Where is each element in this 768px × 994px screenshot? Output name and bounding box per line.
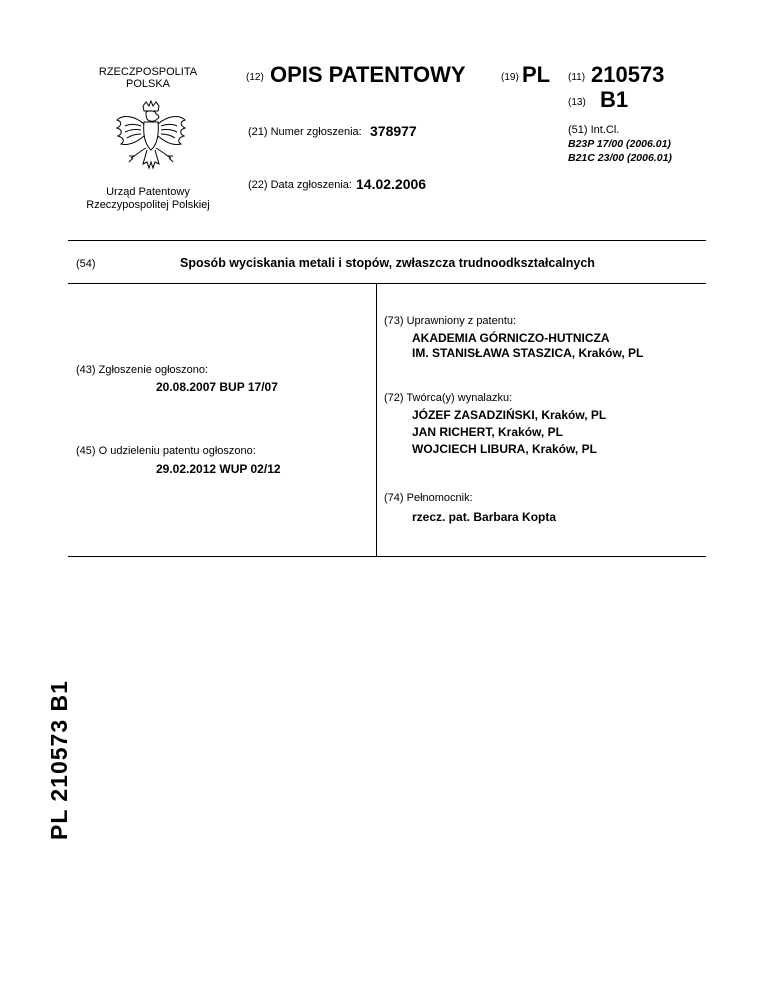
- code-54: (54): [76, 258, 96, 270]
- country-name-line2: POLSKA: [125, 78, 171, 90]
- country-code: PL: [522, 62, 551, 87]
- ipc-class-2: B21C 23/00 (2006.01): [568, 152, 672, 164]
- code-43-label: (43) Zgłoszenie ogłoszono:: [76, 364, 209, 376]
- code-51-label: (51) Int.Cl.: [568, 124, 620, 136]
- column-divider: [376, 283, 377, 556]
- code-21-label: (21) Numer zgłoszenia:: [248, 126, 362, 138]
- code-19: (19): [501, 72, 519, 83]
- divider-bottom: [68, 556, 706, 557]
- polish-eagle-emblem-icon: [113, 100, 189, 182]
- code-13: (13): [568, 97, 586, 108]
- code-45-label: (45) O udzieleniu patentu ogłoszono:: [76, 445, 256, 457]
- document-type: OPIS PATENTOWY: [270, 62, 466, 87]
- divider-title: [68, 283, 706, 284]
- code-12: (12): [246, 72, 264, 83]
- country-name-line1: RZECZPOSPOLITA: [98, 66, 198, 78]
- patent-owner-line2: IM. STANISŁAWA STASZICA, Kraków, PL: [412, 346, 644, 360]
- inventor: JÓZEF ZASADZIŃSKI, Kraków, PL: [412, 408, 607, 422]
- attorney-name: rzecz. pat. Barbara Kopta: [412, 510, 557, 524]
- code-11: (11): [568, 72, 586, 83]
- patent-owner-line1: AKADEMIA GÓRNICZO-HUTNICZA: [412, 331, 610, 345]
- side-patent-label: PL 210573 B1: [46, 680, 72, 840]
- office-name-line2: Rzeczypospolitej Polskiej: [86, 199, 210, 211]
- code-73-label: (73) Uprawniony z patentu:: [384, 315, 517, 327]
- application-number: 378977: [370, 123, 417, 139]
- patent-title: Sposób wyciskania metali i stopów, zwłaszcza trudnoodkształcalnych: [180, 256, 595, 270]
- patent-number: 210573: [591, 62, 665, 87]
- code-74-label: (74) Pełnomocnik:: [384, 492, 473, 504]
- inventor: WOJCIECH LIBURA, Kraków, PL: [412, 442, 597, 456]
- office-name-line1: Urząd Patentowy: [106, 186, 190, 198]
- code-22-label: (22) Data zgłoszenia:: [248, 179, 352, 191]
- divider-top: [68, 240, 706, 241]
- kind-code: B1: [600, 87, 629, 112]
- inventor: JAN RICHERT, Kraków, PL: [412, 425, 563, 439]
- ipc-class-1: B23P 17/00 (2006.01): [568, 138, 671, 150]
- code-72-label: (72) Twórca(y) wynalazku:: [384, 392, 513, 404]
- code-45-value: 29.02.2012 WUP 02/12: [156, 462, 281, 476]
- code-43-value: 20.08.2007 BUP 17/07: [156, 380, 278, 394]
- filing-date: 14.02.2006: [356, 176, 427, 192]
